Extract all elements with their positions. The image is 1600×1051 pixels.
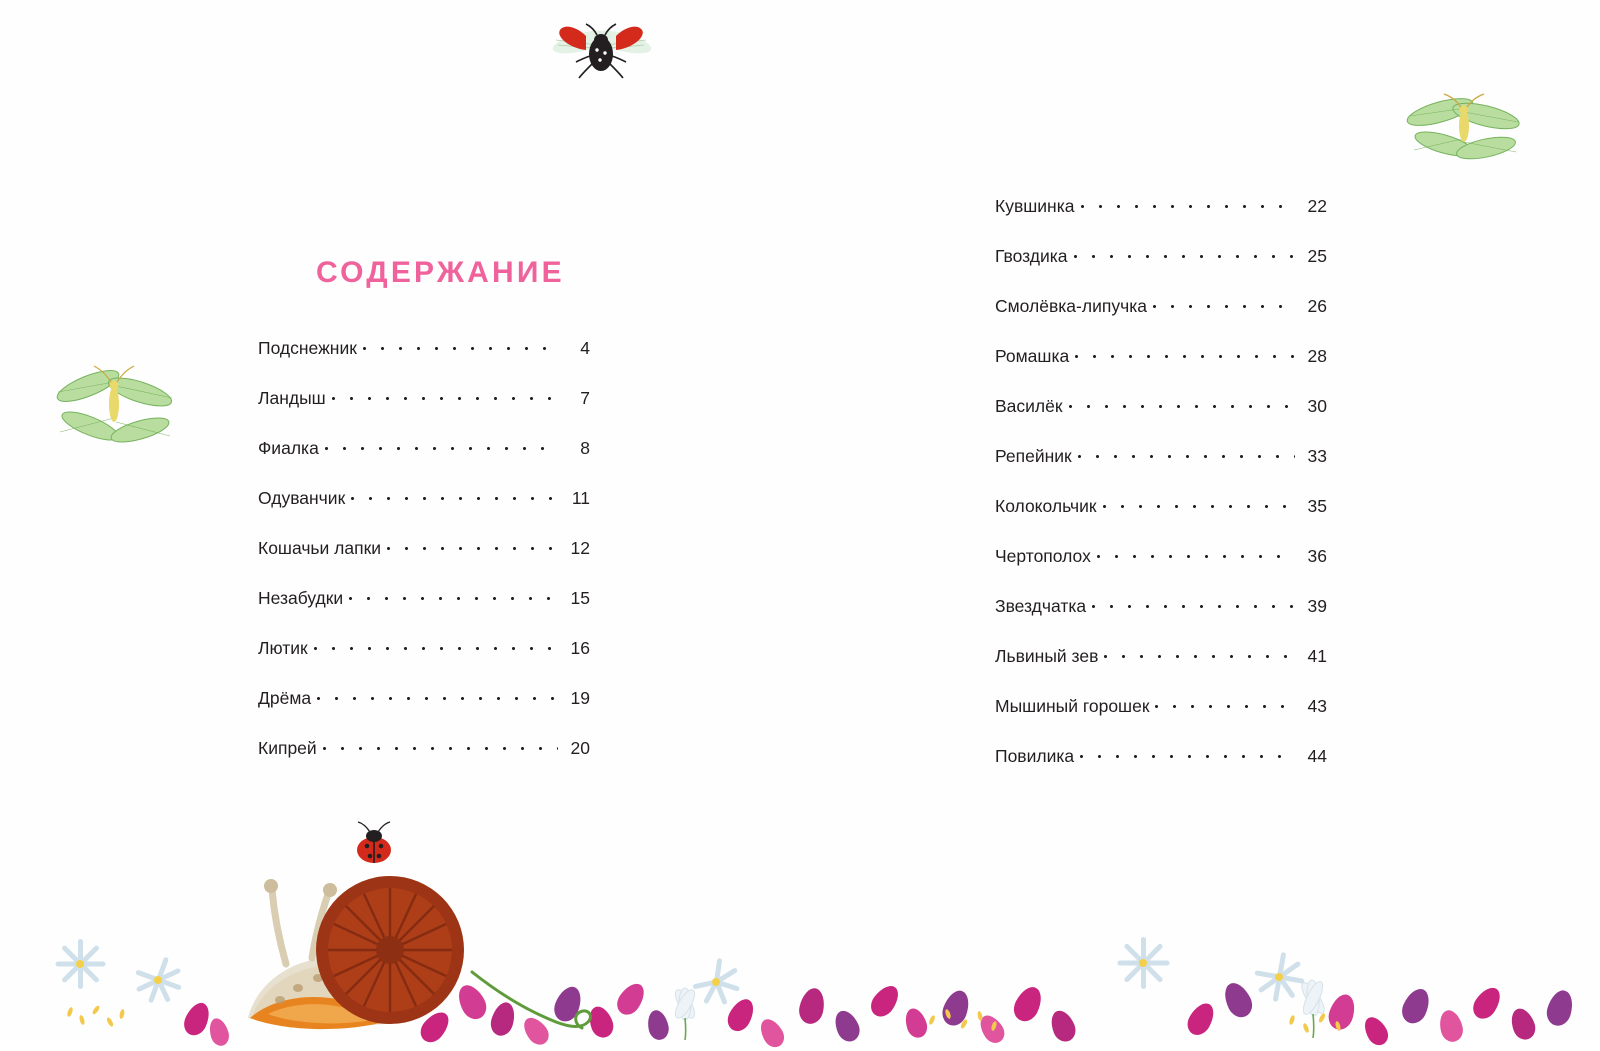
toc-entry-label: Кувшинка — [995, 196, 1075, 216]
toc-entry[interactable] — [995, 546, 1327, 596]
toc-entry-label: Колокольчик — [995, 496, 1097, 516]
leader-dots — [1092, 598, 1295, 612]
leader-dots — [317, 690, 558, 704]
toc-entry-label: Гвоздика — [995, 246, 1068, 266]
leader-dots — [1078, 448, 1295, 462]
daisy-icon — [1250, 948, 1308, 1006]
petal-shape — [416, 1007, 455, 1047]
toc-entry[interactable] — [995, 646, 1327, 696]
toc-entry-page: 8 — [580, 438, 590, 458]
petal-shape — [1047, 1007, 1079, 1045]
toc-entry[interactable] — [258, 688, 590, 738]
toc-entry-label: Репейник — [995, 446, 1072, 466]
petal-shape — [902, 1006, 930, 1041]
toc-entry[interactable] — [258, 538, 590, 588]
daisy-icon — [48, 932, 112, 996]
toc-entry[interactable] — [995, 746, 1327, 796]
toc-entry-page: 19 — [570, 688, 590, 708]
petal-shape — [975, 1011, 1008, 1047]
toc-entry[interactable] — [995, 296, 1327, 346]
toc-entry[interactable] — [258, 388, 590, 438]
leader-dots — [351, 490, 558, 504]
toc-entry[interactable] — [995, 496, 1327, 546]
leader-dots — [1081, 198, 1296, 212]
leader-dots — [1075, 348, 1295, 362]
ladybug-on-shell-icon — [357, 822, 391, 863]
petal-shape — [645, 1008, 671, 1042]
toc-entry-page: 43 — [1307, 696, 1327, 716]
toc-entry-page: 25 — [1307, 246, 1327, 266]
toc-entry[interactable] — [258, 638, 590, 688]
toc-entry[interactable] — [258, 588, 590, 638]
toc-entry-page: 28 — [1307, 346, 1327, 366]
leader-dots — [1069, 398, 1295, 412]
toc-entry[interactable] — [995, 246, 1327, 296]
leader-dots — [1153, 298, 1295, 312]
toc-entry-label: Дрёма — [258, 688, 312, 708]
toc-entry-label: Смолёвка-липучка — [995, 296, 1147, 316]
petal-shape — [519, 1013, 553, 1049]
petal-shape — [1544, 987, 1577, 1028]
petal-shape — [453, 980, 491, 1023]
toc-entry[interactable] — [995, 446, 1327, 496]
toc-entry-page: 12 — [570, 538, 590, 558]
toc-entry[interactable] — [258, 338, 590, 388]
toc-entry-page: 26 — [1307, 296, 1327, 316]
toc-entry-label: Львиный зев — [995, 646, 1099, 666]
toc-entry[interactable] — [995, 696, 1327, 746]
toc-entry-page: 22 — [1307, 196, 1327, 216]
pollen-speckles — [62, 1002, 132, 1041]
toc-right-column — [995, 196, 1327, 796]
toc-entry-label: Мышиный горошек — [995, 696, 1150, 716]
leader-dots — [332, 390, 558, 404]
petal-shape — [1183, 999, 1219, 1039]
toc-entry-label: Лютик — [258, 638, 308, 658]
petal-shape — [612, 979, 649, 1019]
toc-entry[interactable] — [995, 196, 1327, 246]
toc-entry[interactable] — [995, 596, 1327, 646]
petal-shape — [1360, 1013, 1392, 1049]
toc-entry[interactable] — [258, 438, 590, 488]
toc-entry-page: 16 — [570, 638, 590, 658]
leader-dots — [323, 740, 558, 754]
toc-entry[interactable] — [995, 346, 1327, 396]
toc-entry-page: 35 — [1307, 496, 1327, 516]
toc-entry-page: 15 — [570, 588, 590, 608]
toc-entry-label: Одуванчик — [258, 488, 346, 508]
toc-entry[interactable] — [258, 488, 590, 538]
toc-left-column — [258, 338, 590, 788]
leader-dots — [387, 540, 558, 554]
toc-entry-label: Ландыш — [258, 388, 326, 408]
petal-shape — [866, 981, 904, 1021]
daisy-icon — [130, 952, 186, 1008]
leader-dots — [349, 590, 558, 604]
toc-entry[interactable] — [258, 738, 590, 788]
leader-dots — [1103, 498, 1295, 512]
petal-shape — [1325, 991, 1359, 1033]
toc-entry-page: 39 — [1307, 596, 1327, 616]
toc-entry-page: 20 — [570, 738, 590, 758]
leader-dots — [363, 340, 558, 354]
toc-entry-page: 36 — [1307, 546, 1327, 566]
toc-entry-page: 44 — [1307, 746, 1327, 766]
leader-dots — [325, 440, 558, 454]
toc-entry-label: Повилика — [995, 746, 1075, 766]
toc-entry-label: Кипрей — [258, 738, 317, 758]
toc-entry-label: Кошачьи лапки — [258, 538, 382, 558]
toc-entry-label: Звездчатка — [995, 596, 1087, 616]
toc-entry[interactable] — [995, 396, 1327, 446]
petal-shape — [206, 1016, 231, 1048]
leader-dots — [1074, 248, 1295, 262]
leader-dots — [1097, 548, 1295, 562]
petal-shape — [1468, 983, 1505, 1023]
lacewing-left-icon — [48, 352, 182, 475]
toc-entry-label: Ромашка — [995, 346, 1070, 366]
flower-garland-bottom — [0, 890, 1600, 1040]
petal-shape — [830, 1007, 863, 1045]
toc-entry-page: 7 — [580, 388, 590, 408]
toc-entry-page: 11 — [571, 488, 590, 508]
toc-entry-page: 33 — [1307, 446, 1327, 466]
daisy-icon — [690, 956, 742, 1008]
ladybug-top-icon — [546, 20, 656, 87]
page-title: СОДЕРЖАНИЕ — [316, 256, 565, 289]
toc-entry-label: Чертополох — [995, 546, 1091, 566]
toc-entry-page: 41 — [1307, 646, 1327, 666]
leader-dots — [1080, 748, 1295, 762]
toc-entry-label: Незабудки — [258, 588, 344, 608]
daisy-icon — [1110, 930, 1176, 996]
leader-dots — [1155, 698, 1295, 712]
petal-shape — [1507, 1005, 1539, 1043]
toc-entry-label: Подснежник — [258, 338, 357, 358]
petal-shape — [550, 983, 586, 1025]
petal-shape — [585, 1003, 617, 1041]
petal-shape — [756, 1015, 788, 1051]
toc-entry-page: 30 — [1307, 396, 1327, 416]
petal-shape — [488, 1000, 519, 1039]
petal-shape — [1398, 985, 1435, 1028]
toc-entry-label: Фиалка — [258, 438, 319, 458]
toc-entry-page: 4 — [580, 338, 590, 358]
lacewing-top-right-icon — [1400, 86, 1528, 189]
leader-dots — [314, 640, 558, 654]
petal-shape — [797, 986, 828, 1026]
toc-entry-label: Василёк — [995, 396, 1063, 416]
petal-shape — [1436, 1008, 1465, 1044]
leader-dots — [1104, 648, 1295, 662]
petal-shape — [1009, 983, 1046, 1026]
petal-shape — [939, 987, 974, 1029]
